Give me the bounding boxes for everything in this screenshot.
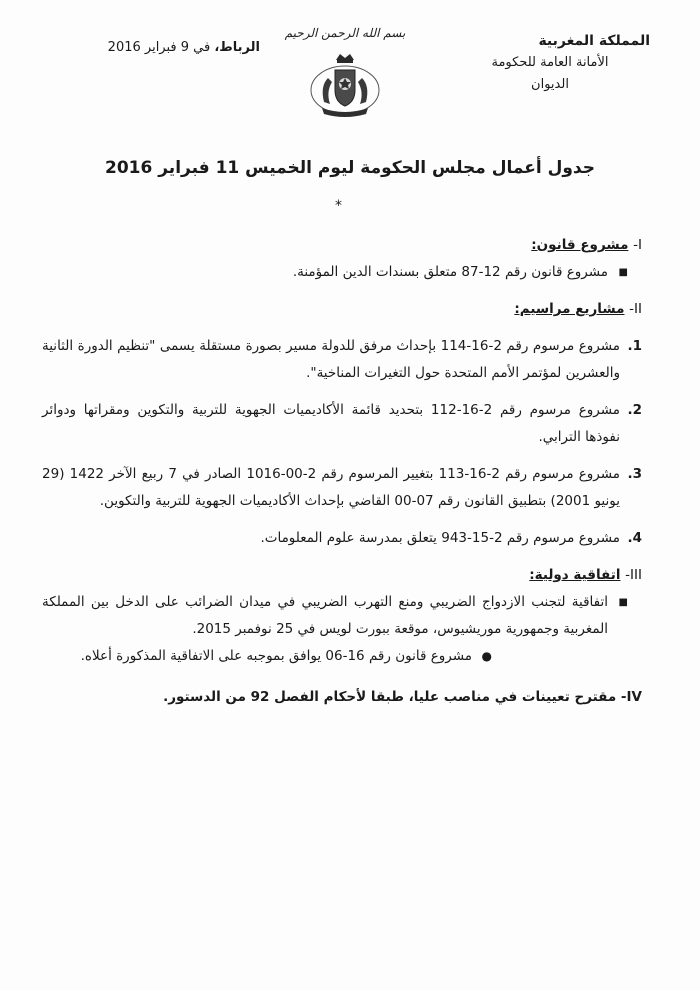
round-bullet-icon: ● (481, 649, 492, 663)
list-item-text: اتفاقية لتجنب الازدواج الضريبي ومنع التهرب الضريبي في ميدان الضرائب على الدخل بين المملكة المغربية وجمهورية موريشيوس، موقعة ببورت لويس في 25 نوفمبر 2015. (42, 594, 608, 637)
office-name: الديوان (531, 77, 569, 92)
section-heading (42, 684, 642, 711)
item-number: 4. (627, 530, 642, 546)
item-number: 2. (627, 402, 642, 418)
list-item-text: مشروع مرسوم رقم 2-16-113 بتغيير المرسوم رقم 2-00-1016 الصادر في 7 ربيع الآخر 1422 (29 يونيو 2001) بتطبيق القانون رقم 07-00 القاضي بإحداث الأكاديميات الجهوية للتربية والتكوين. (42, 466, 621, 509)
agenda-title: جدول أعمال مجلس الحكومة ليوم الخميس 11 فبراير 2016 (104, 158, 595, 178)
list-item (42, 461, 642, 515)
square-bullet-icon: ■ (618, 597, 628, 608)
sub-list-item (42, 643, 492, 670)
section-title: مقترح تعيينات في مناصب عليا، طبقا لأحكام الفصل 92 من الدستور. (163, 689, 617, 705)
section-title: مشروع قانون: (531, 237, 629, 253)
section-heading (42, 232, 642, 259)
list-item-text: مشروع مرسوم رقم 2-15-943 يتعلق بمدرسة علوم المعلومات. (260, 530, 620, 546)
section-heading (42, 296, 642, 323)
section-title: مشاريع مراسيم: (514, 301, 625, 317)
list-item-text: مشروع مرسوم رقم 2-16-114 بإحداث مرفق للدولة مسير بصورة مستقلة يسمى "تنظيم الدورة الثانية والعشرين لمؤتمر الأمم المتحدة حول التغيرات المناخية". (42, 338, 620, 381)
agenda-body (42, 222, 642, 711)
issue-date: في 9 فبراير 2016 (107, 40, 211, 55)
city-name: الرباط، (214, 40, 260, 55)
section-number: IV- (620, 689, 642, 705)
list-item (42, 333, 642, 387)
list-item (42, 259, 628, 286)
section-number: I- (633, 237, 642, 253)
secretariat-name: الأمانة العامة للحكومة (491, 55, 609, 70)
coat-of-arms-icon (306, 52, 384, 122)
list-item (42, 525, 642, 552)
square-bullet-icon: ■ (618, 267, 628, 278)
issuer-block (450, 30, 650, 96)
place-and-date (60, 40, 260, 55)
kingdom-name: المملكة المغربية (538, 33, 650, 49)
separator-star: * (335, 198, 342, 214)
list-item (42, 397, 642, 451)
section-number: III- (625, 567, 642, 583)
section-number: II- (629, 301, 642, 317)
list-item-text: مشروع مرسوم رقم 2-16-112 بتحديد قائمة الأكاديميات الجهوية للتربية والتكوين ومقراتها ودوائر نفوذها الترابي. (42, 402, 620, 445)
list-item (42, 589, 628, 643)
list-item-text: مشروع قانون رقم 12-87 متعلق بسندات الدين المؤمنة. (292, 264, 608, 280)
item-number: 3. (627, 466, 642, 482)
section-title: اتفاقية دولية: (529, 567, 621, 583)
item-number: 1. (627, 338, 642, 354)
section-heading (42, 562, 642, 589)
list-item-text: مشروع قانون رقم 16-06 يوافق بموجبه على الاتفاقية المذكورة أعلاه. (80, 648, 472, 664)
basmala: بسم الله الرحمن الرحيم (284, 26, 406, 40)
